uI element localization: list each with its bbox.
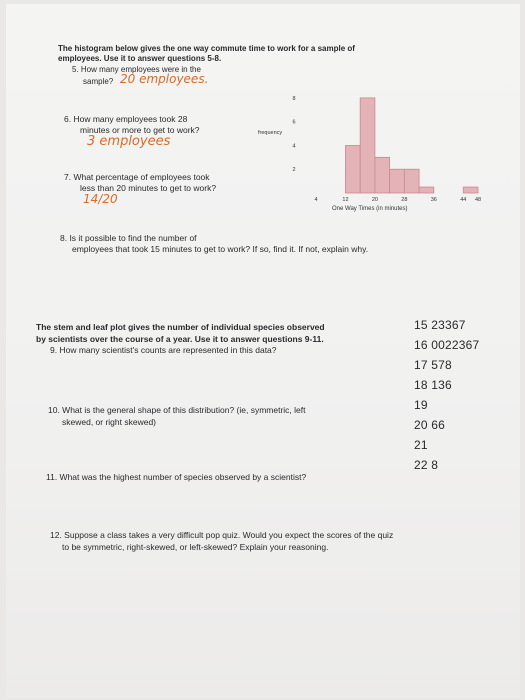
leaf-values: 136 <box>431 378 452 392</box>
leaf-values: 66 <box>431 418 446 432</box>
stemleaf-intro-line2: by scientists over the course of a year. Use it to answer questions 9-11. <box>36 334 324 344</box>
histogram-bar <box>345 145 360 193</box>
histogram-intro-line1: The histogram below gives the one way commute time to work for a sample of <box>58 44 355 53</box>
stem-value: 22 <box>414 458 428 472</box>
stem-value: 16 <box>414 338 428 352</box>
histogram-x-ticks <box>314 197 481 203</box>
histogram-bar <box>390 169 405 193</box>
q8-line2: employees that took 15 minutes to get to work? If so, find it. If not, explain why. <box>72 244 369 254</box>
q7-line1: 7. What percentage of employees took <box>64 172 210 182</box>
histogram-bars <box>345 98 478 193</box>
stem-row <box>414 318 466 332</box>
histogram-x-tick-label: 20 <box>371 197 378 203</box>
histogram-bar <box>463 187 478 193</box>
stem-row <box>414 398 428 412</box>
histogram-x-tick-label: 12 <box>342 197 349 203</box>
stem-value: 18 <box>414 378 428 392</box>
q11-text: 11. What was the highest number of species observed by a scientist? <box>46 472 307 482</box>
q5-line2: sample? <box>83 77 114 86</box>
stem-value: 20 <box>414 418 428 432</box>
histogram-y-ticks <box>292 96 295 173</box>
stem-value: 19 <box>414 398 428 412</box>
q6-handwritten-answer: 3 employees <box>87 134 171 149</box>
q5-line1: 5. How many employees were in the <box>72 65 201 74</box>
stem-value: 15 <box>414 318 428 332</box>
stem-row <box>414 378 452 392</box>
stem-row <box>414 338 479 352</box>
stemleaf-intro-line1: The stem and leaf plot gives the number of individual species observed <box>36 322 325 332</box>
histogram-intro-line2: employees. Use it to answer questions 5-8. <box>58 54 222 63</box>
leaf-values: 0022367 <box>431 338 480 352</box>
stem-row <box>414 458 438 472</box>
q7-line2: less than 20 minutes to get to work? <box>80 183 217 193</box>
histogram-bar <box>419 187 434 193</box>
histogram-x-tick-label: 4 <box>314 197 318 203</box>
q12-line1: 12. Suppose a class takes a very difficult pop quiz. Would you expect the scores of the quiz <box>50 530 394 540</box>
histogram-bar <box>404 169 419 193</box>
leaf-values: 23367 <box>431 318 466 332</box>
histogram-bar <box>375 157 390 193</box>
histogram-bar <box>360 98 375 193</box>
q9-text: 9. How many scientist's counts are represented in this data? <box>50 345 277 355</box>
histogram-x-tick-label: 48 <box>474 197 482 203</box>
q10-line2: skewed, or right skewed) <box>62 417 157 427</box>
histogram-x-tick-label: 28 <box>401 197 408 203</box>
q6-line2: minutes or more to get to work? <box>80 125 200 135</box>
q8-line1: 8. Is it possible to find the number of <box>60 233 197 243</box>
stem-value: 17 <box>414 358 428 372</box>
q5-handwritten-answer: 20 employees. <box>120 72 209 86</box>
stem-row <box>414 358 452 372</box>
histogram-y-tick-label: 6 <box>292 119 296 126</box>
histogram-x-tick-label: 44 <box>460 197 467 203</box>
histogram-y-tick-label: 4 <box>292 143 296 150</box>
q7-handwritten-answer: 14/20 <box>83 192 118 206</box>
q6-line1: 6. How many employees took 28 <box>64 114 188 124</box>
histogram-y-tick-label: 8 <box>292 95 296 102</box>
q10-line1: 10. What is the general shape of this distribution? (ie, symmetric, left <box>48 405 306 415</box>
histogram-x-tick-label: 36 <box>430 197 437 203</box>
leaf-values: 8 <box>431 458 439 472</box>
stem-row <box>414 438 428 452</box>
stem-row <box>414 418 445 432</box>
stem-value: 21 <box>414 438 428 452</box>
histogram-y-tick-label: 2 <box>292 167 296 174</box>
histogram-y-axis-label: frequency <box>258 130 283 136</box>
commute-histogram <box>0 0 525 230</box>
leaf-values: 578 <box>431 358 452 372</box>
histogram-x-axis-label: One Way Times (in minutes) <box>332 206 408 212</box>
q12-line2: to be symmetric, right-skewed, or left-skewed? Explain your reasoning. <box>62 542 329 552</box>
